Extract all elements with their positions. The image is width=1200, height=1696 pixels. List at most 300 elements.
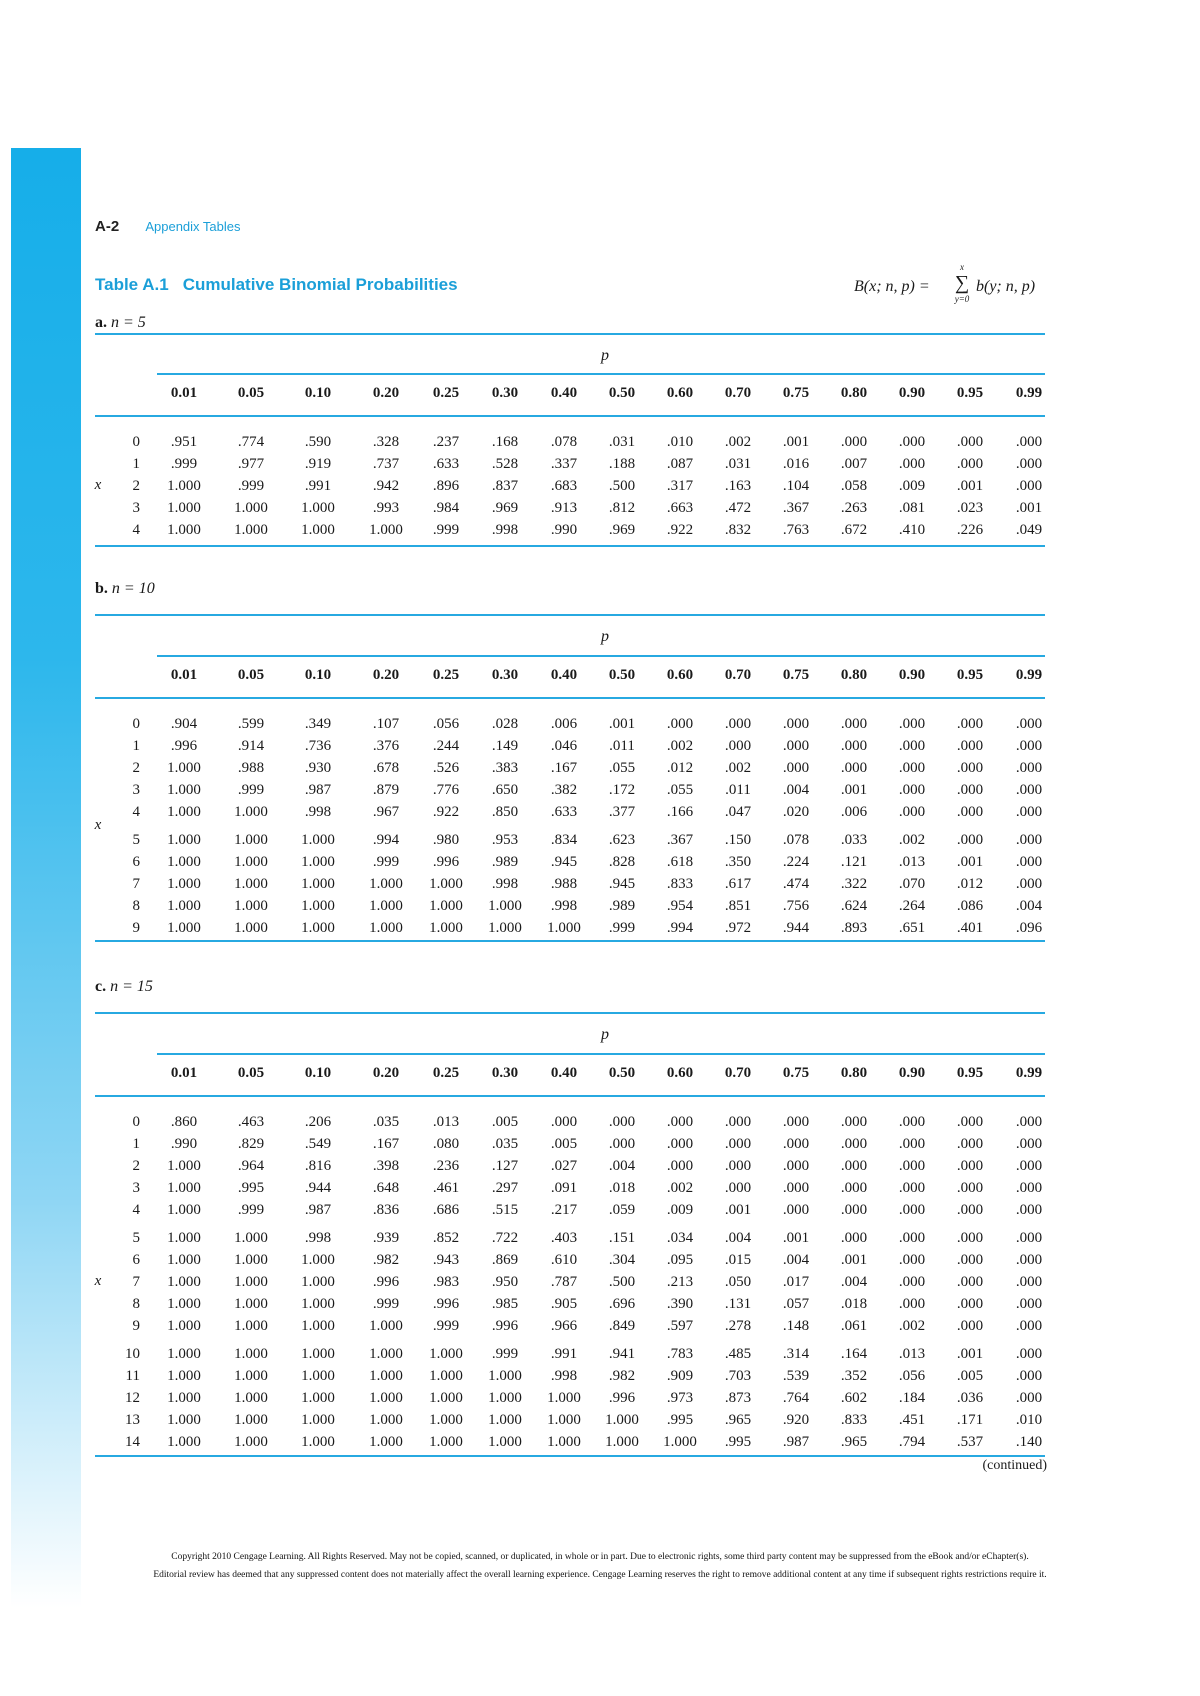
- probability-cell: .869: [491, 1252, 519, 1268]
- p-header-cell: 0.75: [782, 385, 810, 401]
- probability-cell: .737: [372, 456, 400, 472]
- probability-cell: 1.000: [369, 1412, 403, 1428]
- probability-cell: .000: [782, 738, 810, 754]
- probability-cell: .005: [550, 1136, 578, 1152]
- x-value: 2: [132, 760, 140, 776]
- probability-cell: 1.000: [167, 1202, 201, 1218]
- p-header-cell: 0.20: [372, 385, 400, 401]
- x-value: 0: [132, 716, 140, 732]
- p-header-cell: 0.75: [782, 1065, 810, 1081]
- probability-cell: 1.000: [167, 1252, 201, 1268]
- probability-cell: 1.000: [301, 522, 335, 538]
- probability-cell: .018: [840, 1296, 868, 1312]
- probability-cell: .756: [782, 898, 810, 914]
- probability-cell: .000: [898, 1296, 926, 1312]
- probability-cell: 1.000: [301, 920, 335, 936]
- probability-cell: .651: [898, 920, 926, 936]
- probability-cell: .703: [724, 1368, 752, 1384]
- probability-cell: .539: [782, 1368, 810, 1384]
- probability-cell: .127: [491, 1158, 519, 1174]
- x-value: 0: [132, 434, 140, 450]
- probability-cell: 1.000: [301, 898, 335, 914]
- probability-cell: .474: [782, 876, 810, 892]
- probability-cell: .000: [956, 1114, 984, 1130]
- probability-cell: .965: [840, 1434, 868, 1450]
- probability-cell: .297: [491, 1180, 519, 1196]
- probability-cell: .317: [666, 478, 694, 494]
- probability-cell: .188: [608, 456, 636, 472]
- probability-cell: .036: [956, 1390, 984, 1406]
- probability-cell: .966: [550, 1318, 578, 1334]
- probability-cell: .028: [491, 716, 519, 732]
- summation-sign: ∑ x y=0: [951, 272, 973, 294]
- probability-cell: .993: [372, 500, 400, 516]
- table-number: Table A.1: [95, 275, 169, 294]
- p-header-cell: 0.90: [898, 667, 926, 683]
- x-value: 6: [132, 854, 140, 870]
- probability-cell: 1.000: [429, 898, 463, 914]
- probability-cell: .004: [840, 1274, 868, 1290]
- probability-cell: 1.000: [429, 1368, 463, 1384]
- copyright-line-2: Editorial review has deemed that any suppressed content does not materially affect the overall learning experience. Cengage Learning reserves the right to remove additional content at any time if subsequent rights restrictions require it.: [153, 1570, 1047, 1580]
- probability-cell: 1.000: [301, 1346, 335, 1362]
- probability-cell: .140: [1015, 1434, 1043, 1450]
- p-header-cell: 0.60: [666, 667, 694, 683]
- section-letter: b.: [95, 580, 108, 597]
- probability-cell: .996: [608, 1390, 636, 1406]
- probability-cell: .121: [840, 854, 868, 870]
- probability-cell: .000: [898, 804, 926, 820]
- probability-cell: .472: [724, 500, 752, 516]
- copyright-notice: [0, 1548, 1200, 1584]
- p-header-cell: 0.95: [956, 667, 984, 683]
- probability-cell: .000: [898, 1136, 926, 1152]
- probability-cell: .829: [237, 1136, 265, 1152]
- x-value: 5: [132, 832, 140, 848]
- probability-cell: .736: [304, 738, 332, 754]
- probability-cell: .206: [304, 1114, 332, 1130]
- probability-cell: .314: [782, 1346, 810, 1362]
- probability-cell: .828: [608, 854, 636, 870]
- probability-cell: .213: [666, 1274, 694, 1290]
- probability-cell: .990: [170, 1136, 198, 1152]
- probability-cell: .033: [840, 832, 868, 848]
- probability-cell: .002: [724, 434, 752, 450]
- p-header-cell: 0.60: [666, 1065, 694, 1081]
- probability-cell: .349: [304, 716, 332, 732]
- probability-cell: .922: [666, 522, 694, 538]
- x-value: 9: [132, 1318, 140, 1334]
- probability-cell: .322: [840, 876, 868, 892]
- p-header-cell: 0.05: [237, 667, 265, 683]
- probability-cell: .526: [432, 760, 460, 776]
- probability-cell: .000: [1015, 1230, 1043, 1246]
- probability-cell: .994: [666, 920, 694, 936]
- probability-cell: 1.000: [167, 478, 201, 494]
- probability-cell: .000: [956, 1136, 984, 1152]
- x-value: 6: [132, 1252, 140, 1268]
- p-header-cell: 0.90: [898, 385, 926, 401]
- p-header-cell: 0.99: [1015, 667, 1043, 683]
- probability-cell: .987: [782, 1434, 810, 1450]
- probability-cell: .000: [898, 434, 926, 450]
- probability-cell: .031: [608, 434, 636, 450]
- probability-cell: .148: [782, 1318, 810, 1334]
- p-header-cell: 0.99: [1015, 1065, 1043, 1081]
- probability-cell: .058: [840, 478, 868, 494]
- probability-cell: .991: [304, 478, 332, 494]
- probability-cell: 1.000: [488, 1368, 522, 1384]
- probability-cell: 1.000: [234, 1434, 268, 1450]
- probability-cell: .382: [550, 782, 578, 798]
- p-header-cell: 0.01: [170, 1065, 198, 1081]
- probability-cell: .000: [782, 716, 810, 732]
- probability-cell: .983: [432, 1274, 460, 1290]
- probability-cell: .263: [840, 500, 868, 516]
- probability-cell: .328: [372, 434, 400, 450]
- probability-cell: .004: [782, 782, 810, 798]
- probability-cell: .999: [170, 456, 198, 472]
- probability-cell: 1.000: [369, 898, 403, 914]
- probability-cell: .059: [608, 1202, 636, 1218]
- probability-cell: .164: [840, 1346, 868, 1362]
- probability-cell: .018: [608, 1180, 636, 1196]
- probability-cell: .000: [1015, 1296, 1043, 1312]
- probability-cell: .000: [1015, 1390, 1043, 1406]
- probability-cell: .973: [666, 1390, 694, 1406]
- probability-cell: .623: [608, 832, 636, 848]
- probability-cell: .078: [550, 434, 578, 450]
- probability-cell: .000: [724, 1114, 752, 1130]
- probability-cell: 1.000: [547, 1390, 581, 1406]
- probability-cell: .000: [956, 782, 984, 798]
- probability-cell: 1.000: [234, 1390, 268, 1406]
- probability-cell: .000: [898, 738, 926, 754]
- probability-cell: .000: [724, 1158, 752, 1174]
- probability-cell: .783: [666, 1346, 694, 1362]
- probability-cell: 1.000: [167, 804, 201, 820]
- probability-cell: .070: [898, 876, 926, 892]
- probability-cell: 1.000: [167, 898, 201, 914]
- p-column-label: p: [601, 1026, 609, 1043]
- probability-cell: .017: [782, 1274, 810, 1290]
- probability-cell: .091: [550, 1180, 578, 1196]
- probability-cell: .000: [898, 1230, 926, 1246]
- p-header-cell: 0.95: [956, 1065, 984, 1081]
- probability-cell: .774: [237, 434, 265, 450]
- probability-cell: .000: [724, 1180, 752, 1196]
- probability-cell: .000: [840, 1202, 868, 1218]
- probability-cell: 1.000: [167, 854, 201, 870]
- p-header-cell: 0.99: [1015, 385, 1043, 401]
- probability-cell: .000: [666, 1114, 694, 1130]
- x-value: 1: [132, 1136, 140, 1152]
- probability-cell: .000: [898, 1252, 926, 1268]
- probability-cell: .278: [724, 1318, 752, 1334]
- probability-cell: .009: [666, 1202, 694, 1218]
- probability-cell: 1.000: [301, 1390, 335, 1406]
- probability-cell: .000: [956, 1252, 984, 1268]
- probability-cell: .167: [550, 760, 578, 776]
- probability-cell: .873: [724, 1390, 752, 1406]
- p-header-cell: 0.30: [491, 1065, 519, 1081]
- probability-cell: 1.000: [369, 876, 403, 892]
- probability-cell: .764: [782, 1390, 810, 1406]
- probability-cell: .000: [1015, 782, 1043, 798]
- table-top-rule: [95, 1012, 1045, 1014]
- probability-cell: 1.000: [234, 1346, 268, 1362]
- probability-cell: .998: [550, 1368, 578, 1384]
- probability-cell: .367: [666, 832, 694, 848]
- probability-cell: .087: [666, 456, 694, 472]
- probability-cell: .001: [840, 1252, 868, 1268]
- probability-cell: .953: [491, 832, 519, 848]
- probability-cell: .095: [666, 1252, 694, 1268]
- probability-cell: .149: [491, 738, 519, 754]
- probability-cell: .980: [432, 832, 460, 848]
- p-header-cell: 0.10: [304, 1065, 332, 1081]
- p-header-rule: [157, 373, 1045, 375]
- probability-cell: .998: [304, 804, 332, 820]
- probability-cell: .954: [666, 898, 694, 914]
- probability-cell: .000: [1015, 1136, 1043, 1152]
- table-top-rule: [95, 333, 1045, 335]
- p-header-cell: 0.70: [724, 667, 752, 683]
- probability-cell: 1.000: [234, 1296, 268, 1312]
- probability-cell: 1.000: [301, 1434, 335, 1450]
- probability-cell: 1.000: [369, 1434, 403, 1450]
- probability-cell: .000: [782, 1136, 810, 1152]
- section-n-value: n = 10: [111, 580, 155, 597]
- probability-cell: 1.000: [301, 1412, 335, 1428]
- x-value: 3: [132, 500, 140, 516]
- section-letter: c.: [95, 978, 107, 995]
- probability-cell: 1.000: [167, 1412, 201, 1428]
- probability-cell: .999: [237, 782, 265, 798]
- probability-cell: .376: [372, 738, 400, 754]
- probability-cell: .996: [491, 1318, 519, 1334]
- table-bottom-rule: [95, 1455, 1045, 1457]
- probability-cell: .057: [782, 1296, 810, 1312]
- x-value: 4: [132, 522, 140, 538]
- probability-cell: .086: [956, 898, 984, 914]
- probability-cell: .969: [608, 522, 636, 538]
- p-column-label: p: [601, 628, 609, 645]
- probability-cell: .390: [666, 1296, 694, 1312]
- probability-cell: .150: [724, 832, 752, 848]
- probability-cell: .951: [170, 434, 198, 450]
- probability-cell: .016: [782, 456, 810, 472]
- probability-cell: .834: [550, 832, 578, 848]
- probability-cell: .984: [432, 500, 460, 516]
- p-header-cell: 0.80: [840, 1065, 868, 1081]
- probability-cell: .943: [432, 1252, 460, 1268]
- probability-cell: .996: [432, 854, 460, 870]
- probability-cell: .000: [956, 1230, 984, 1246]
- probability-cell: 1.000: [301, 1318, 335, 1334]
- probability-cell: .410: [898, 522, 926, 538]
- p-column-label: p: [601, 347, 609, 364]
- probability-cell: .683: [550, 478, 578, 494]
- probability-cell: .000: [956, 1158, 984, 1174]
- sum-lower-limit: y=0: [954, 294, 970, 304]
- probability-cell: .000: [898, 456, 926, 472]
- probability-cell: 1.000: [167, 522, 201, 538]
- probability-cell: .610: [550, 1252, 578, 1268]
- probability-cell: .001: [1015, 500, 1043, 516]
- sum-upper-limit: x: [960, 262, 964, 272]
- probability-cell: 1.000: [167, 760, 201, 776]
- x-value: 2: [132, 1158, 140, 1174]
- probability-cell: .000: [1015, 876, 1043, 892]
- probability-cell: .013: [898, 854, 926, 870]
- probability-cell: 1.000: [167, 832, 201, 848]
- probability-cell: 1.000: [167, 920, 201, 936]
- probability-cell: 1.000: [429, 1390, 463, 1406]
- header-bottom-rule: [95, 697, 1045, 699]
- probability-cell: .107: [372, 716, 400, 732]
- p-header-cell: 0.50: [608, 1065, 636, 1081]
- x-value: 1: [132, 456, 140, 472]
- probability-cell: .537: [956, 1434, 984, 1450]
- probability-cell: 1.000: [663, 1434, 697, 1450]
- table-title-text: Cumulative Binomial Probabilities: [182, 275, 458, 294]
- probability-cell: .049: [1015, 522, 1043, 538]
- probability-cell: .007: [840, 456, 868, 472]
- probability-cell: .046: [550, 738, 578, 754]
- probability-cell: .131: [724, 1296, 752, 1312]
- section-n-value: n = 5: [111, 314, 146, 331]
- x-value: 13: [125, 1412, 140, 1428]
- probability-cell: 1.000: [301, 1296, 335, 1312]
- probability-cell: 1.000: [488, 1412, 522, 1428]
- x-value: 8: [132, 898, 140, 914]
- probability-cell: .998: [491, 876, 519, 892]
- probability-cell: .461: [432, 1180, 460, 1196]
- probability-cell: 1.000: [547, 920, 581, 936]
- probability-cell: .352: [840, 1368, 868, 1384]
- table-title: [95, 275, 458, 295]
- probability-cell: .000: [898, 782, 926, 798]
- x-value: 7: [132, 1274, 140, 1290]
- probability-cell: .000: [956, 1180, 984, 1196]
- probability-cell: 1.000: [429, 1412, 463, 1428]
- probability-cell: .350: [724, 854, 752, 870]
- p-header-cell: 0.50: [608, 385, 636, 401]
- probability-cell: 1.000: [369, 1346, 403, 1362]
- probability-cell: 1.000: [429, 1346, 463, 1362]
- probability-cell: .000: [1015, 1158, 1043, 1174]
- probability-cell: 1.000: [301, 876, 335, 892]
- probability-cell: .696: [608, 1296, 636, 1312]
- probability-cell: .909: [666, 1368, 694, 1384]
- probability-cell: 1.000: [167, 1434, 201, 1450]
- probability-cell: .965: [724, 1412, 752, 1428]
- probability-cell: .020: [782, 804, 810, 820]
- probability-cell: .000: [724, 716, 752, 732]
- probability-cell: 1.000: [167, 1274, 201, 1290]
- page-number: A-2: [95, 218, 120, 235]
- probability-cell: .000: [1015, 1368, 1043, 1384]
- probability-cell: 1.000: [234, 1368, 268, 1384]
- probability-cell: 1.000: [167, 1318, 201, 1334]
- probability-cell: .002: [898, 832, 926, 848]
- probability-cell: .000: [956, 804, 984, 820]
- probability-cell: 1.000: [234, 920, 268, 936]
- probability-cell: .000: [1015, 760, 1043, 776]
- probability-cell: .000: [898, 1158, 926, 1174]
- probability-cell: .055: [666, 782, 694, 798]
- probability-cell: .011: [725, 782, 751, 798]
- probability-cell: .224: [782, 854, 810, 870]
- probability-cell: .000: [666, 716, 694, 732]
- probability-cell: .027: [550, 1158, 578, 1174]
- probability-cell: .047: [724, 804, 752, 820]
- probability-cell: .989: [608, 898, 636, 914]
- p-header-cell: 0.50: [608, 667, 636, 683]
- probability-cell: .000: [666, 1136, 694, 1152]
- probability-cell: 1.000: [301, 1274, 335, 1290]
- probability-cell: .367: [782, 500, 810, 516]
- probability-cell: .998: [304, 1230, 332, 1246]
- probability-cell: .988: [237, 760, 265, 776]
- probability-cell: .996: [170, 738, 198, 754]
- p-header-cell: 0.60: [666, 385, 694, 401]
- probability-cell: 1.000: [234, 522, 268, 538]
- probability-cell: 1.000: [167, 1296, 201, 1312]
- probability-cell: .004: [724, 1230, 752, 1246]
- probability-cell: .304: [608, 1252, 636, 1268]
- probability-cell: .035: [372, 1114, 400, 1130]
- probability-cell: .000: [608, 1136, 636, 1152]
- probability-cell: .000: [1015, 1346, 1043, 1362]
- probability-cell: .000: [898, 716, 926, 732]
- probability-cell: .945: [550, 854, 578, 870]
- probability-cell: .999: [372, 854, 400, 870]
- probability-cell: .618: [666, 854, 694, 870]
- probability-cell: .403: [550, 1230, 578, 1246]
- x-value: 10: [125, 1346, 140, 1362]
- formula-lhs: B(x; n, p) =: [854, 278, 930, 295]
- probability-cell: 1.000: [488, 1390, 522, 1406]
- probability-cell: .001: [782, 434, 810, 450]
- probability-cell: 1.000: [167, 1368, 201, 1384]
- table-top-rule: [95, 614, 1045, 616]
- probability-cell: 1.000: [369, 1318, 403, 1334]
- probability-cell: 1.000: [234, 1274, 268, 1290]
- probability-cell: .000: [840, 1114, 868, 1130]
- probability-cell: .787: [550, 1274, 578, 1290]
- probability-cell: 1.000: [605, 1412, 639, 1428]
- probability-cell: .837: [491, 478, 519, 494]
- probability-cell: .977: [237, 456, 265, 472]
- probability-cell: .999: [237, 478, 265, 494]
- probability-cell: .001: [956, 854, 984, 870]
- probability-cell: .920: [782, 1412, 810, 1428]
- probability-cell: .000: [1015, 1202, 1043, 1218]
- probability-cell: .982: [608, 1368, 636, 1384]
- probability-cell: .942: [372, 478, 400, 494]
- probability-cell: 1.000: [234, 854, 268, 870]
- probability-cell: .987: [304, 1202, 332, 1218]
- probability-cell: .013: [432, 1114, 460, 1130]
- probability-cell: .999: [608, 920, 636, 936]
- probability-cell: .163: [724, 478, 752, 494]
- probability-cell: .663: [666, 500, 694, 516]
- x-value: 11: [125, 1368, 140, 1384]
- probability-cell: 1.000: [167, 500, 201, 516]
- p-header-cell: 0.25: [432, 385, 460, 401]
